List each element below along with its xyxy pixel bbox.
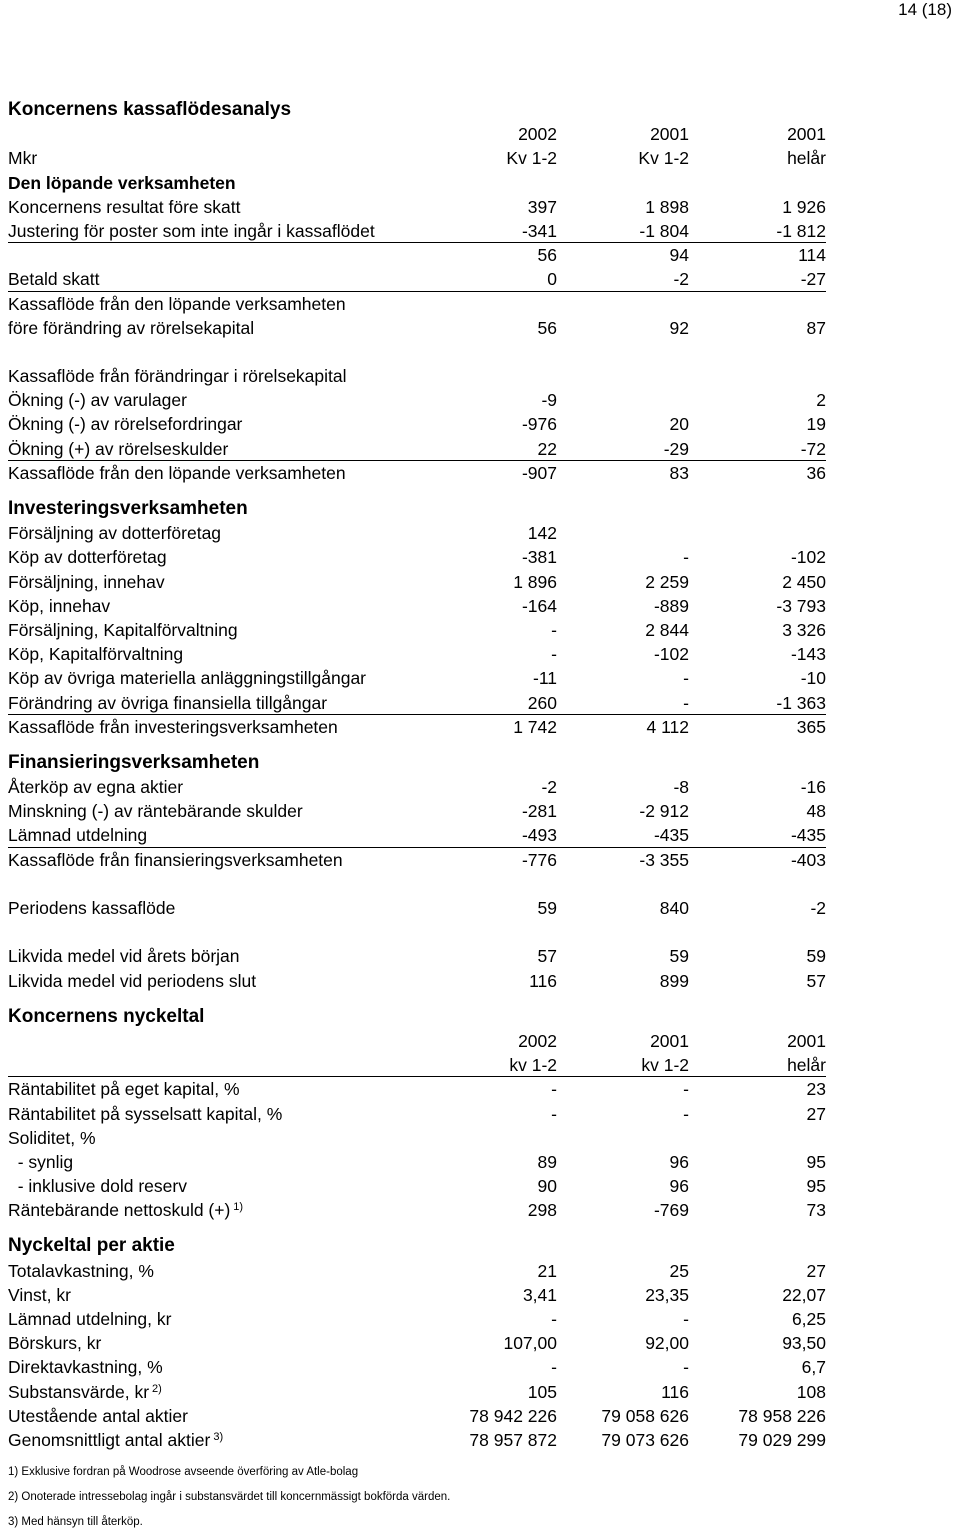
cell-value: 108 [796,1381,826,1402]
cell-value: 73 [806,1200,826,1221]
row-label: - inklusive dold reserv [8,1176,187,1197]
cell-value: 2 450 [782,571,826,592]
row-label: Koncernens kassaflödesanalys [8,99,292,120]
row-label: Direktavkastning, % [8,1357,163,1378]
cell-value: -29 [663,438,689,459]
cell-value: -1 812 [776,220,826,241]
cell-value: -2 [810,898,826,918]
cell-value: 142 [527,523,557,544]
row-label: Mkr [8,148,38,169]
row-label [8,1198,243,1225]
row-label: Nyckeltal per aktie [8,1235,175,1257]
cell-value: 6,7 [801,1357,826,1378]
row-label: Utestående antal aktier [8,1405,188,1426]
row-label: Köp av dotterföretag [8,547,167,568]
cell-value: 92 [669,317,689,338]
row-label: Ökning (-) av varulager [8,390,187,411]
cell-value: 114 [798,245,826,266]
cell-value: 2 [816,390,826,411]
cell-value: 79 073 626 [601,1429,689,1450]
cell-value: -341 [521,220,557,241]
cell-value: -1 804 [639,220,689,241]
table-row [8,848,826,872]
cell-value: -10 [800,668,826,689]
cell-value: 22,07 [782,1284,826,1305]
table-row [8,1150,826,1174]
cell-value: -493 [521,825,557,846]
table-row [8,316,826,340]
table-row [8,545,826,569]
footnote-3: 3) Med hänsyn till återköp. [8,1516,143,1528]
pershare-title [8,1234,826,1258]
row-label: Återköp av egna aktier [8,777,184,798]
cell-value: 59 [669,946,689,967]
table-row [8,267,826,291]
table-row [8,292,826,316]
spacer [8,340,826,364]
cell-value: - [551,1357,557,1378]
cell-value: -3 355 [639,849,689,870]
cell-value: 1 896 [513,571,557,592]
cell-value: 2 844 [645,619,689,640]
cell-value: -435 [790,825,826,846]
cell-value: 56 [537,317,557,338]
cell-value: -2 912 [639,801,689,822]
cell-value: -403 [790,849,826,870]
spacer [8,920,826,944]
row-label [8,1428,223,1455]
table-row [8,243,826,267]
row-label: Kassaflöde från den löpande verksamheten [8,462,346,483]
cell-value: -9 [541,390,557,411]
cell-value: 57 [537,946,557,967]
cell-value: Substansvärde, kr [8,1381,150,1402]
cell-value: 1 898 [645,196,689,217]
row-label: Investeringsverksamheten [8,498,248,519]
cell-value: -3 793 [776,595,826,616]
row-label: Köp, Kapitalförvaltning [8,644,184,665]
cell-value: -769 [653,1200,689,1221]
table-row [8,1126,826,1150]
cell-value: 79 058 626 [601,1405,689,1426]
cell-value: - [683,1309,689,1329]
cell-value: - [683,692,689,713]
row-label: Försäljning, Kapitalförvaltning [8,619,238,640]
cell-value: 116 [529,970,557,991]
row-label: Lämnad utdelning, kr [8,1309,172,1329]
cell-value: 95 [806,1151,826,1172]
row-label: Likvida medel vid periodens slut [8,970,257,991]
row-label: Koncernens resultat före skatt [8,196,241,217]
table-row [8,1307,826,1331]
table-row [8,715,826,739]
keyfig-title [8,1005,826,1029]
row-label: Kassaflöde från investeringsverksamheten [8,716,338,737]
cell-value: -8 [673,777,689,798]
cell-value: -72 [800,438,826,459]
cell-value: -2 [541,777,557,798]
cell-value: 19 [806,414,826,435]
cell-value: 3 326 [782,619,826,640]
table-row [8,1331,826,1355]
cell-value: 1 926 [782,196,826,217]
cell-value: -435 [653,825,689,846]
cell-value: - [683,1357,689,1378]
row-label: Ökning (+) av rörelseskulder [8,438,229,459]
cell-value: 0 [547,269,557,290]
cell-value: 83 [669,462,689,483]
cell-value: 27 [806,1260,826,1281]
cell-value: 23,35 [645,1284,689,1305]
cell-value: 89 [537,1151,557,1172]
keyfig-header-period [8,1053,826,1077]
row-label: Koncernens nyckeltal [8,1005,205,1027]
cell-value: -976 [521,414,557,435]
table-row [8,775,826,799]
table-row [8,521,826,545]
table-row [8,412,826,436]
cell-value: -1 363 [776,692,826,713]
cell-value: 2001 [650,124,689,145]
cell-value: 78 957 872 [469,1429,557,1450]
cell-value: -281 [521,801,557,822]
table-row [8,1198,826,1222]
cell-value: 116 [661,1381,689,1402]
cell-value: 87 [806,317,826,338]
table-row [8,799,826,823]
table-row [8,666,826,690]
row-label: Försäljning av dotterföretag [8,523,222,544]
row-label: Finansieringsverksamheten [8,751,260,773]
cell-value: -27 [800,269,826,290]
cell-value: - [551,644,557,665]
cell-value: 20 [669,414,689,435]
row-label: Kassaflöde från förändringar i rörelsekapital [8,366,347,387]
row-label: Likvida medel vid årets början [8,946,240,967]
cell-value: 56 [537,245,557,266]
cell-value: - [683,668,689,689]
cell-value: - [551,1103,557,1124]
cell-value: 6,25 [791,1309,826,1329]
cell-value: -164 [521,595,557,616]
cell-value: -907 [521,462,557,483]
row-label: - synlig [8,1151,74,1172]
table-row [8,691,826,715]
row-label: Börskurs, kr [8,1333,102,1354]
table-row [8,969,826,993]
cell-value: 96 [669,1176,689,1197]
table-row [8,1355,826,1379]
table-row [8,1404,826,1428]
period-cashflow-row [8,896,826,920]
row-label: Justering för poster som inte ingår i kassaflödet [8,220,375,241]
row-label: Minskning (-) av räntebärande skulder [8,801,303,822]
spacer [8,485,826,497]
cell-value: 2001 [650,1030,689,1051]
cell-value: - [551,619,557,640]
row-label: Totalavkastning, % [8,1260,154,1281]
cell-value: -776 [521,849,557,870]
row-label: Ökning (-) av rörelsefordringar [8,414,243,435]
table-row [8,944,826,968]
cell-value: kv 1-2 [509,1055,557,1076]
row-label [8,1380,162,1407]
table-row [8,437,826,461]
cell-value: - [551,1079,557,1100]
table-row [8,195,826,219]
cell-value: 79 029 299 [738,1429,826,1450]
cell-value: Räntebärande nettoskuld (+) [8,1200,231,1221]
cell-value: 21 [537,1260,557,1281]
row-label: Periodens kassaflöde [8,898,176,918]
cell-value: -2 [673,269,689,290]
working-capital-title [8,364,826,388]
cell-value: 36 [806,462,826,483]
cell-value: 365 [796,716,826,737]
row-label: Kassaflöde från finansieringsverksamheten [8,849,343,870]
row-label: Förändring av övriga finansiella tillgångar [8,692,328,713]
cell-value: 23 [806,1079,826,1100]
cell-value: 57 [806,970,826,991]
cell-value: helår [787,148,826,169]
table-row [8,1102,826,1126]
table-row [8,1428,826,1452]
cell-value: -102 [790,547,826,568]
row-label: Räntabilitet på eget kapital, % [8,1079,240,1100]
table-row [8,618,826,642]
cell-value: -16 [800,777,826,798]
cell-value: - [683,1103,689,1124]
section-financing [8,751,826,775]
section-investing [8,497,826,521]
cashflow-header-period [8,146,826,170]
cell-value: 48 [806,801,826,822]
table-row [8,461,826,485]
table-row [8,1380,826,1404]
report-body [8,98,826,1452]
cashflow-header-years [8,122,826,146]
cell-value: 2001 [787,1030,826,1051]
row-label: Kassaflöde från den löpande verksamheten [8,293,346,314]
cell-value: 2 259 [645,571,689,592]
cell-value: 78 942 226 [469,1405,557,1426]
footnote-1: 1) Exklusive fordran på Woodrose avseende överföring av Atle-bolag [8,1466,359,1478]
cell-value: Genomsnittligt antal aktier [8,1429,211,1450]
cell-value: -889 [653,595,689,616]
spacer [8,739,826,751]
table-row [8,1077,826,1101]
table-row [8,823,826,847]
cell-value: kv 1-2 [641,1055,689,1076]
cell-value: helår [787,1055,826,1076]
cell-value: -143 [790,644,826,665]
cell-value: -381 [521,547,557,568]
cell-value: 59 [806,946,826,967]
cell-value: 27 [806,1103,826,1124]
cashflow-title [8,98,826,122]
footnote-ref: 2) [152,1382,162,1395]
section-operating [8,171,826,195]
row-label: Soliditet, % [8,1127,96,1148]
spacer [8,993,826,1005]
cell-value: 92,00 [645,1333,689,1354]
cell-value: 93,50 [782,1333,826,1354]
cell-value: 107,00 [503,1333,557,1354]
row-label: Lämnad utdelning [8,825,148,846]
cell-value: 90 [537,1176,557,1197]
footnote-2: 2) Onoterade intressebolag ingår i substansvärdet till koncernmässigt bokförda värden. [8,1491,451,1503]
cell-value: 95 [806,1176,826,1197]
row-label: Den löpande verksamheten [8,172,236,193]
table-row [8,570,826,594]
cell-value: 105 [527,1381,557,1402]
keyfig-header-years [8,1029,826,1053]
row-label: Köp av övriga materiella anläggningstillgångar [8,668,366,689]
row-label: Köp, innehav [8,595,111,616]
row-label: Vinst, kr [8,1284,71,1305]
table-row [8,219,826,243]
cell-value: 2001 [787,124,826,145]
row-label: Betald skatt [8,269,100,290]
cell-value: 94 [669,245,689,266]
row-label: Försäljning, innehav [8,571,165,592]
cell-value: 2002 [518,1030,557,1051]
cell-value: 1 742 [513,716,557,737]
cell-value: 78 958 226 [738,1405,826,1426]
cell-value: Kv 1-2 [506,148,557,169]
cell-value: 298 [527,1200,557,1221]
table-row [8,1174,826,1198]
cell-value: 840 [659,898,689,918]
cell-value: 2002 [518,124,557,145]
table-row [8,1283,826,1307]
cell-value: 59 [537,898,557,918]
cell-value: 397 [527,196,557,217]
cell-value: 25 [669,1260,689,1281]
table-row [8,388,826,412]
cell-value: 3,41 [522,1284,557,1305]
cell-value: -102 [653,644,689,665]
cell-value: - [683,547,689,568]
table-row [8,594,826,618]
cell-value: -11 [533,668,557,689]
cell-value: - [551,1309,557,1329]
spacer [8,872,826,896]
cell-value: - [683,1079,689,1100]
cell-value: 260 [527,692,557,713]
cell-value: 4 112 [646,716,689,737]
footnote-ref: 1) [233,1201,244,1214]
page-number: 14 (18) [898,0,952,19]
cell-value: 899 [659,970,689,991]
cell-value: Kv 1-2 [638,148,689,169]
row-label: Räntabilitet på sysselsatt kapital, % [8,1103,283,1124]
cell-value: 96 [669,1151,689,1172]
cell-value: 22 [537,438,557,459]
footnote-ref: 3) [213,1430,224,1443]
table-row [8,1259,826,1283]
table-row [8,642,826,666]
row-label: före förändring av rörelsekapital [8,317,255,338]
